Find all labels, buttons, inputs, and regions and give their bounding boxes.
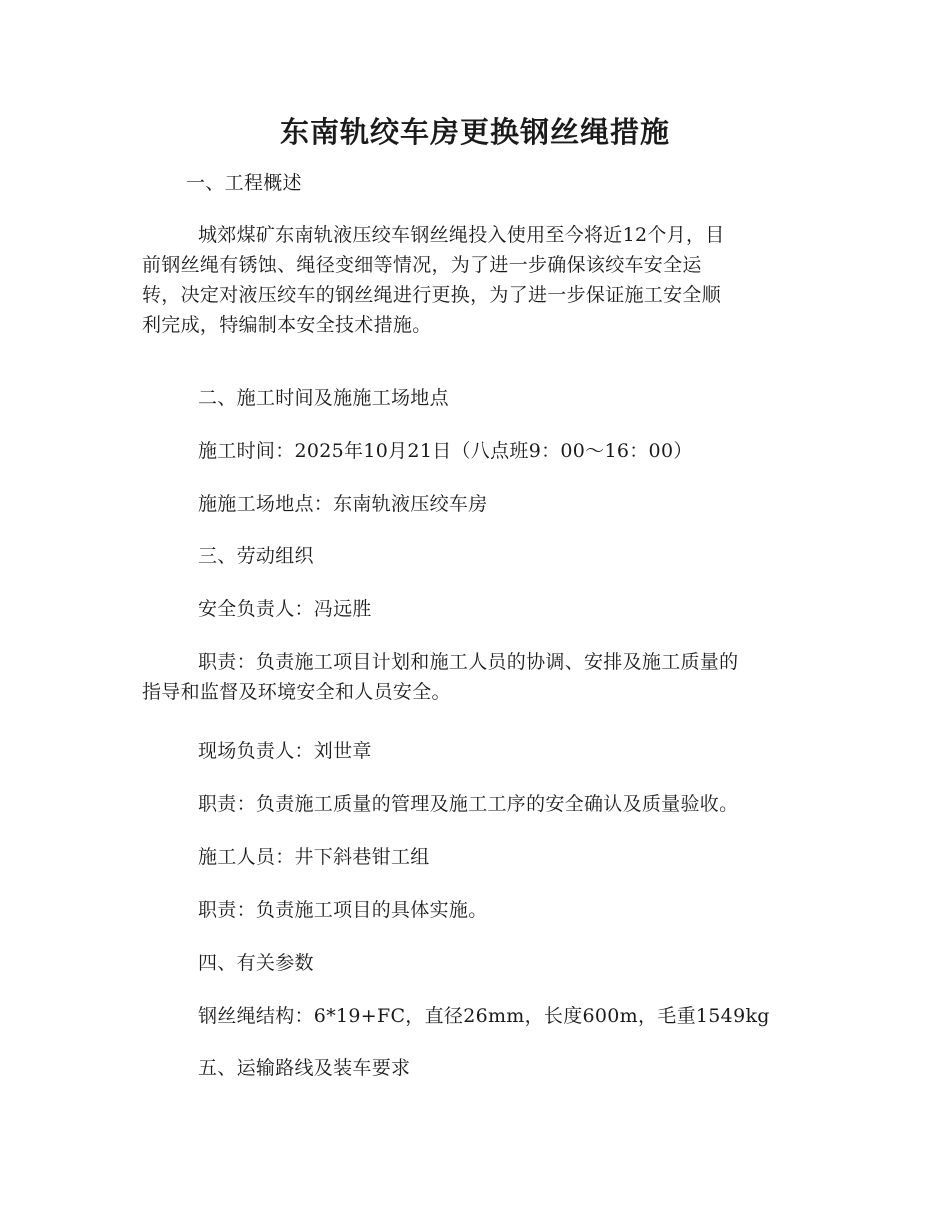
section-heading-transport: 五、运输路线及装车要求 [198,1057,411,1079]
safety-lead: 安全负责人：冯远胜 [198,598,372,620]
paragraph-line: 前钢丝绳有锈蚀、绳径变细等情况，为了进一步确保该绞车安全运 [142,254,702,276]
workers-duty: 职责：负责施工项目的具体实施。 [198,899,488,921]
section-heading-parameters: 四、有关参数 [198,952,314,974]
document-title: 东南轨绞车房更换钢丝绳措施 [279,115,670,149]
paragraph-line: 城郊煤矿东南轨液压绞车钢丝绳投入使用至今将近12个月，目 [198,224,725,246]
rope-specification: 钢丝绳结构：6*19+FC，直径26mm，长度600m，毛重1549kg [198,1005,770,1027]
construction-place: 施施工场地点：东南轨液压绞车房 [198,493,488,515]
paragraph-line: 转，决定对液压绞车的钢丝绳进行更换，为了进一步保证施工安全顺 [142,284,722,306]
paragraph-line: 指导和监督及环境安全和人员安全。 [142,681,451,703]
workers: 施工人员：井下斜巷钳工组 [198,846,430,868]
paragraph-line: 职责：负责施工项目计划和施工人员的协调、安排及施工质量的 [198,651,739,673]
overview-paragraph [142,220,802,340]
site-duty: 职责：负责施工质量的管理及施工工序的安全确认及质量验收。 [198,793,739,815]
construction-time: 施工时间：2025年10月21日（八点班9：00～16：00） [198,440,693,462]
safety-duty-paragraph [142,647,802,707]
site-lead: 现场负责人：刘世章 [198,740,372,762]
section-heading-overview: 一、工程概述 [186,172,302,194]
section-heading-schedule: 二、施工时间及施施工场地点 [198,387,449,409]
paragraph-line: 利完成，特编制本安全技术措施。 [142,314,432,336]
section-heading-organization: 三、劳动组织 [198,545,314,567]
